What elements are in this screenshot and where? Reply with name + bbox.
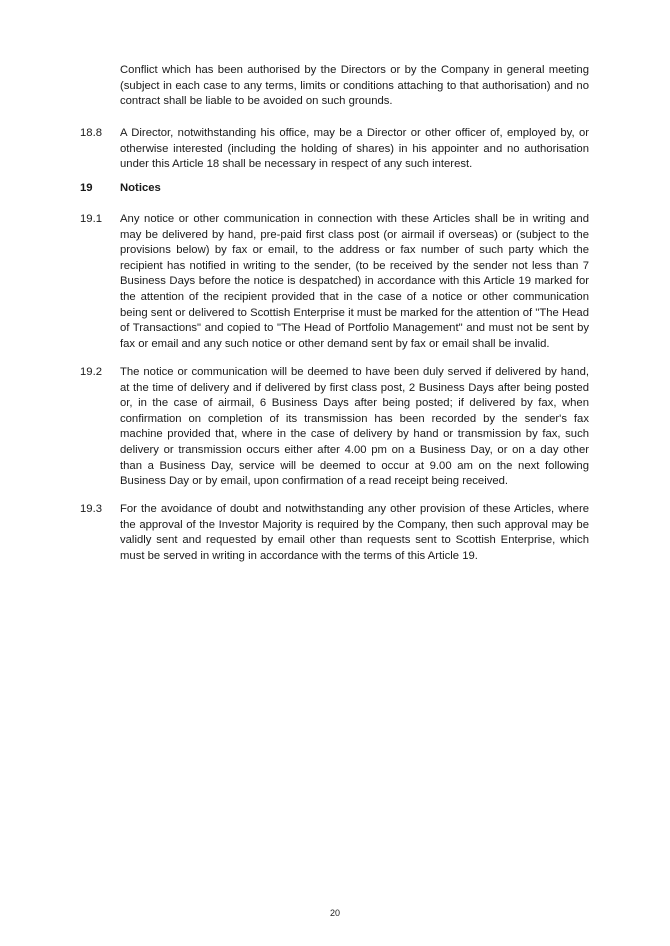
clause-19-2 bbox=[80, 365, 590, 490]
clause-19-3 bbox=[80, 502, 590, 564]
clause-text: Any notice or other communication in connection with these Articles shall be in writing and may be delivered by hand, pre-paid first class post (or airmail if overseas) or (subject to the provisions below) by fax or email, to the address or fax number of such party which the recipient has notified in writing to the sender, (to be received by the sender not less than 7 Business Days before the notice is despatched) in accordance with this Article 19 marked for the attention of the recipient provided that in the case of a notice or other communication being sent or delivered to Scottish Enterprise it must be marked for the attention of "The Head of Transactions" and copied to "The Head of Portfolio Management" and must not be sent by fax or email and any such notice or other demand sent by fax or email shall be invalid. bbox=[120, 213, 589, 350]
section-title: Notices bbox=[120, 182, 161, 194]
page-number: 20 bbox=[329, 908, 340, 918]
clause-text: The notice or communication will be deemed to have been duly served if delivered by hand, at the time of delivery and if delivered by first class post, 2 Business Days after being posted or, in the case of airmail, 6 Business Days after being posted; if delivered by fax, when confirmation on completion of its transmission has been recorded by the sender's fax machine provided that, where in the case of delivery by hand or transmission by fax, such delivery or transmission occurs either after 4.00 pm on a Business Day, or on a day other than a Business Day, service will be deemed to occur at 9.00 am on the next following Business Day or by email, upon confirmation of a read receipt being received. bbox=[120, 366, 589, 488]
section-heading bbox=[80, 181, 590, 197]
clause-number: 18.8 bbox=[80, 127, 102, 139]
clause-number: 19.2 bbox=[80, 366, 102, 378]
clause-18-8 bbox=[80, 126, 590, 173]
continuation-paragraph bbox=[80, 63, 590, 110]
section-number: 19 bbox=[80, 182, 93, 194]
clause-number: 19.1 bbox=[80, 213, 102, 225]
clause-19-1 bbox=[80, 212, 590, 352]
clause-text: A Director, notwithstanding his office, may be a Director or other officer of, employed by, or otherwise interested (including the holding of shares) in his appointer and no authorisation under this Article 18 shall be necessary in respect of any such interest. bbox=[120, 127, 589, 171]
clause-number: 19.3 bbox=[80, 503, 102, 515]
clause-text: For the avoidance of doubt and notwithstanding any other provision of these Articles, where the approval of the Investor Majority is required by the Company, then such approval may be validly sent and requested by email other than requests sent to Scottish Enterprise, which must be served in writing in accordance with the terms of this Article 19. bbox=[120, 503, 589, 562]
paragraph-text: Conflict which has been authorised by the Directors or by the Company in general meeting (subject in each case to any terms, limits or conditions attaching to that authorisation) and no contract shall be liable to be avoided on such grounds. bbox=[120, 64, 589, 108]
